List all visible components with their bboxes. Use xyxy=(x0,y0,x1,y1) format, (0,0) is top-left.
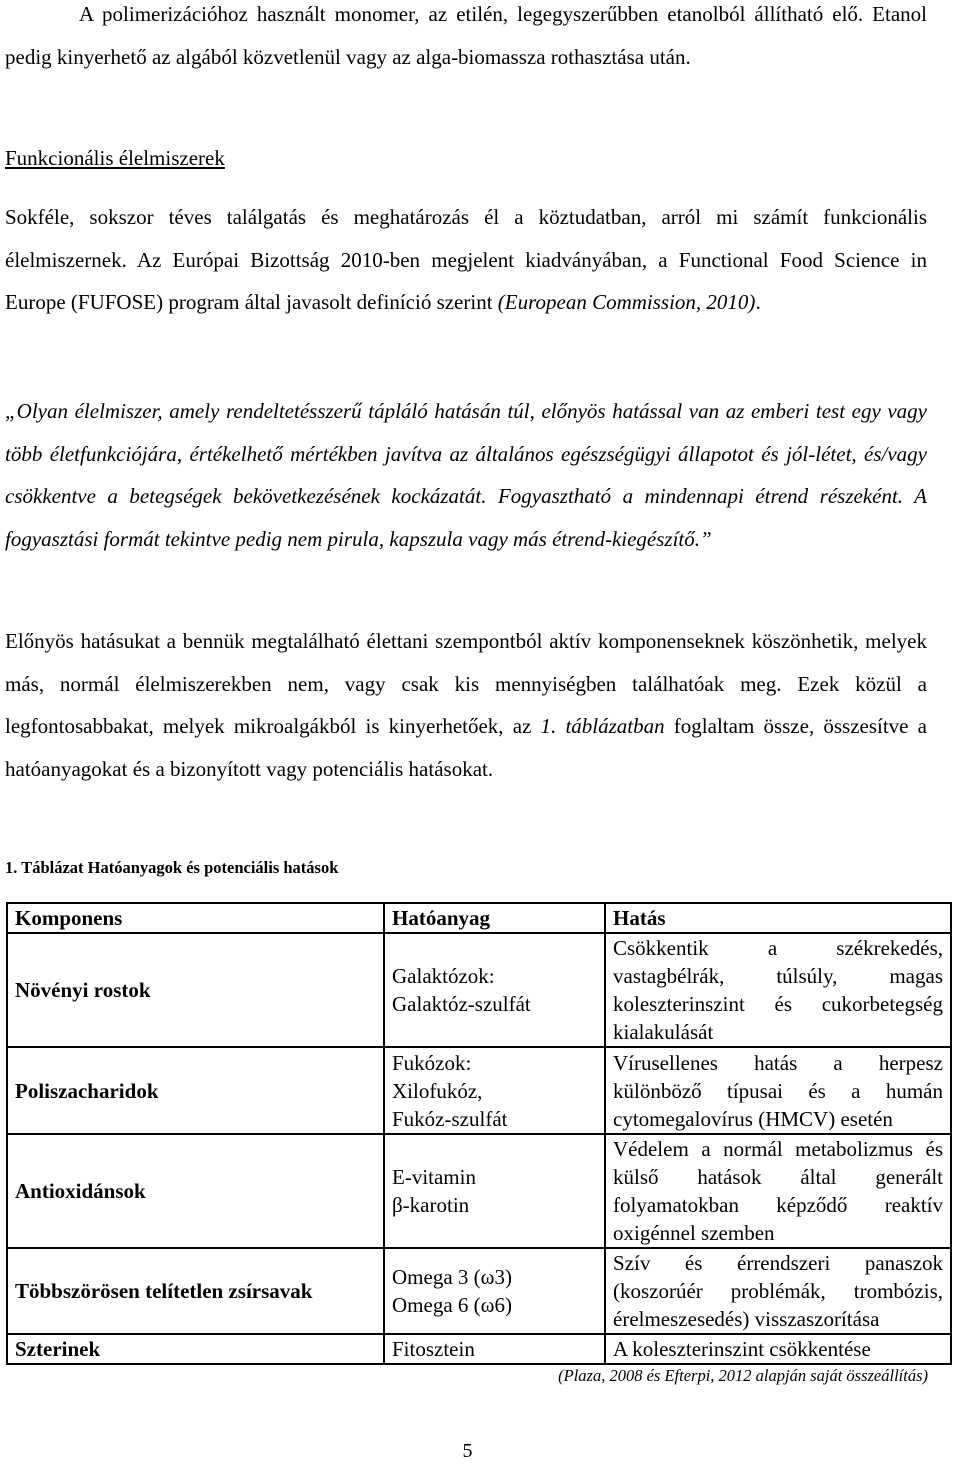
cell-komponens: Antioxidánsok xyxy=(7,1134,384,1248)
table-caption: 1. Táblázat Hatóanyagok és potenciális hatások xyxy=(5,858,339,877)
table-header-row xyxy=(7,903,951,933)
cell-hatas: Vírusellenes hatás a herpesz különböző típusai és a humán cytomegalovírus (HMCV) esetén xyxy=(605,1047,951,1134)
cell-hatoanyag: E-vitamin β-karotin xyxy=(384,1134,605,1248)
paragraph-end: foglaltam össze, összesítve a hatóanyagokat és a bizonyított vagy potenciális hatásokat. xyxy=(5,714,927,781)
intro-paragraph: A polimerizációhoz használt monomer, az etilén, legegyszerűbben etanolból állítható elő. Etanol pedig kinyerhető az algából közvetlenül vagy az alga-biomassza rothasztása után. xyxy=(5,2,927,69)
table-row xyxy=(7,1248,951,1334)
table-row xyxy=(7,933,951,1047)
definition-quote: „Olyan élelmiszer, amely rendeltetésszerű tápláló hatásán túl, előnyös hatással van az emberi test egy vagy több életfunkciójára, értékelhető mértékben javítva az általános egészségügyi állapotot és jól-létet, és/vagy csökkentve a betegségek bekövetkezésének kockázatát. Fogyasztható a mindennapi étrend részeként. A fogyasztási formát tekintve pedig nem pirula, kapszula vagy más étrend-kiegészítő.” xyxy=(5,399,927,551)
table-source: (Plaza, 2008 és Efterpi, 2012 alapján saját összeállítás) xyxy=(558,1366,928,1385)
components-table xyxy=(6,902,952,1365)
cell-hatas: A koleszterinszint csökkentése xyxy=(605,1334,951,1364)
cell-hatas: Csökkentik a székrekedés, vastagbélrák, túlsúly, magas koleszterinszint és cukorbetegség kialakulását xyxy=(605,933,951,1047)
cell-hatas: Szív és érrendszeri panaszok (koszorúér problémák, trombózis, érelmeszesedés) visszaszorítása xyxy=(605,1248,951,1334)
table-row xyxy=(7,1047,951,1134)
header-hatas: Hatás xyxy=(605,903,951,933)
paragraph-text: Sokféle, sokszor téves találgatás és meghatározás él a köztudatban, arról mi számít funkcionális élelmiszernek. Az Európai Bizottság 2010-ben megjelent kiadványában, a Functional Food Science in Europe (FUFOSE) program által javasolt definíció szerint xyxy=(5,205,927,314)
cell-hatoanyag: Fukózok: Xilofukóz, Fukóz-szulfát xyxy=(384,1047,605,1134)
header-hatoanyag: Hatóanyag xyxy=(384,903,605,933)
citation: (European Commission, 2010) xyxy=(497,290,756,314)
page-number: 5 xyxy=(462,1440,473,1462)
definition-intro-paragraph xyxy=(5,196,927,324)
components-paragraph xyxy=(5,620,927,790)
cell-hatoanyag: Fitosztein xyxy=(384,1334,605,1364)
cell-komponens: Többszörösen telítetlen zsírsavak xyxy=(7,1248,384,1334)
table-row xyxy=(7,1334,951,1364)
cell-hatas: Védelem a normál metabolizmus és külső hatások által generált folyamatokban képződő reaktív oxigénnel szemben xyxy=(605,1134,951,1248)
cell-komponens: Növényi rostok xyxy=(7,933,384,1047)
section-heading: Funkcionális élelmiszerek xyxy=(5,146,225,170)
cell-komponens: Poliszacharidok xyxy=(7,1047,384,1134)
paragraph-end: . xyxy=(755,290,761,314)
header-komponens: Komponens xyxy=(7,903,384,933)
cell-hatoanyag: Galaktózok: Galaktóz-szulfát xyxy=(384,933,605,1047)
cell-komponens: Szterinek xyxy=(7,1334,384,1364)
cell-hatoanyag: Omega 3 (ω3) Omega 6 (ω6) xyxy=(384,1248,605,1334)
paragraph-text: Előnyös hatásukat a bennük megtalálható élettani szempontból aktív komponenseknek köszönhetik, melyek más, normál élelmiszerekben nem, vagy csak kis mennyiségben találhatóak meg. Ezek közül a legfontosabbakat, melyek mikroalgákból is kinyerhetőek, az xyxy=(5,629,927,738)
table-row xyxy=(7,1134,951,1248)
table-reference: 1. táblázatban xyxy=(540,714,665,738)
